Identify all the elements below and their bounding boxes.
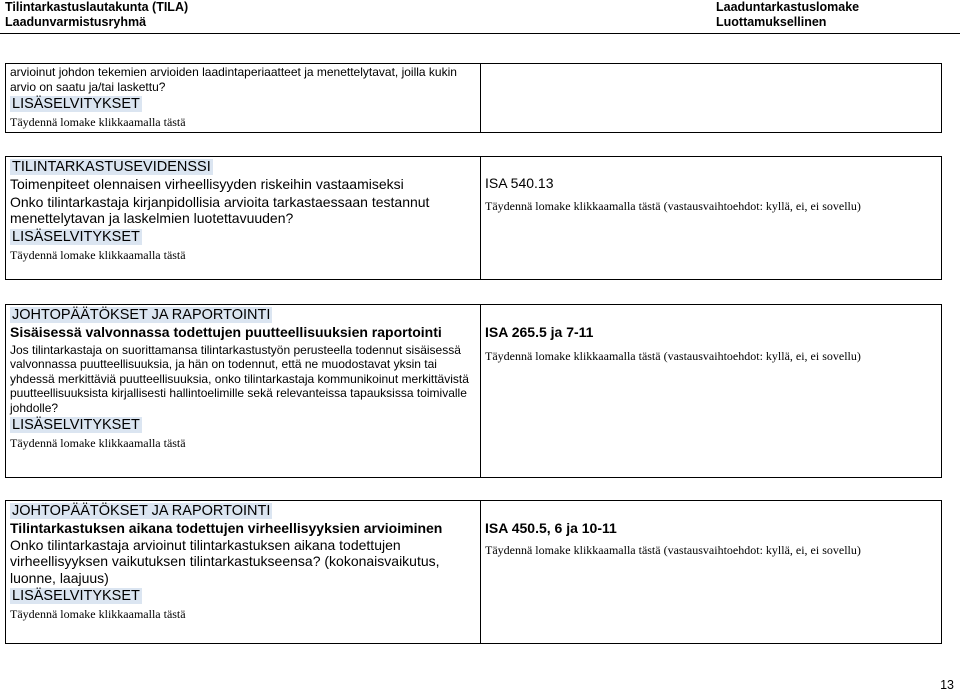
section-2-question: Onko tilintarkastaja kirjanpidollisia arvioita tarkastaessaan testannut menettelytavan ja laskelmien luotettavuuden? — [10, 193, 430, 226]
section-3-question: Jos tilintarkastaja on suorittamansa tilintarkastustyön perusteella todennut sisäisessä valvonnassa puutteellisuuksia, ja hän on todennut, että ne muodostavat yksin tai yhdessä merkittäviä puutteellisuuksia, onko tilintarkastaja kommunikoinut merkittävistä puutteellisuuksista kirjallisesti hallintoelimille sekä relevanteissa tapauksissa toimivalle johdolle? — [10, 342, 469, 415]
form-name: Laaduntarkastuslomake — [716, 0, 860, 14]
section-4-extra-fill[interactable]: Täydennä lomake klikkaamalla tästä — [10, 607, 186, 621]
section-2-extra-label: LISÄSELVITYKSET — [12, 228, 140, 245]
group-name: Laadunvarmistusryhmä — [5, 15, 147, 29]
section-2-subheading: Toimenpiteet olennaisen virheellisyyden riskeihin vastaamiseksi — [10, 176, 404, 192]
header-divider — [0, 33, 960, 34]
section-4-reference: ISA 450.5, 6 ja 10-11 — [485, 520, 617, 536]
section-1-question: arvioinut johdon tekemien arvioiden laadintaperiaatteet ja menettelytavat, joilla kukin arvio on saatu ja/tai laskettu? — [10, 65, 457, 94]
section-4-extra-label: LISÄSELVITYKSET — [12, 588, 140, 604]
section-3-right-cell — [481, 305, 942, 478]
section-2-reference: ISA 540.13 — [485, 175, 554, 191]
section-2-heading: TILINTARKASTUSEVIDENSSI — [12, 159, 211, 175]
section-3-reference: ISA 265.5 ja 7-11 — [485, 324, 594, 340]
section-4-subheading: Tilintarkastuksen aikana todettujen virheellisyyksien arvioiminen — [10, 520, 443, 536]
section-4-right-cell — [481, 501, 942, 644]
section-2-right-cell — [481, 157, 942, 280]
section-2-extra-fill[interactable]: Täydennä lomake klikkaamalla tästä — [10, 247, 186, 262]
section-1-extra-fill[interactable]: Täydennä lomake klikkaamalla tästä — [10, 115, 186, 129]
section-2-left-cell — [6, 157, 481, 280]
section-4-table — [5, 500, 942, 644]
page-number: 13 — [940, 678, 954, 692]
section-4-question: Onko tilintarkastaja arvioinut tilintarkastuksen aikana todettujen virheellisyyksen vaikutuksen tilintarkastukseensa? (kokonaisvaikutus, luonne, laajuus) — [10, 536, 440, 586]
section-3-table — [5, 304, 942, 478]
section-1-extra-label: LISÄSELVITYKSET — [12, 96, 140, 112]
section-3-answer-fill[interactable]: Täydennä lomake klikkaamalla tästä (vastausvaihtoehdot: kyllä, ei, ei sovellu) — [485, 348, 861, 363]
header-right — [716, 0, 859, 30]
org-name: Tilintarkastuslautakunta (TILA) — [5, 0, 189, 14]
section-1-right-cell — [481, 64, 942, 133]
section-3-subheading: Sisäisessä valvonnassa todettujen puutteellisuuksien raportointi — [10, 324, 442, 340]
section-3-extra-label: LISÄSELVITYKSET — [12, 417, 140, 433]
confidentiality-label: Luottamuksellinen — [716, 15, 827, 29]
header-left — [5, 0, 188, 30]
section-3-extra-fill[interactable]: Täydennä lomake klikkaamalla tästä — [10, 436, 186, 450]
section-2-answer-fill[interactable]: Täydennä lomake klikkaamalla tästä (vastausvaihtoehdot: kyllä, ei, ei sovellu) — [485, 198, 861, 213]
section-3-heading: JOHTOPÄÄTÖKSET JA RAPORTOINTI — [12, 307, 271, 323]
section-1-table — [5, 63, 942, 133]
section-4-heading: JOHTOPÄÄTÖKSET JA RAPORTOINTI — [12, 503, 271, 519]
section-2-table — [5, 156, 942, 280]
section-1-left-cell — [6, 64, 481, 133]
section-4-left-cell — [6, 501, 481, 644]
section-4-answer-fill[interactable]: Täydennä lomake klikkaamalla tästä (vastausvaihtoehdot: kyllä, ei, ei sovellu) — [485, 542, 861, 557]
section-3-left-cell — [6, 305, 481, 478]
